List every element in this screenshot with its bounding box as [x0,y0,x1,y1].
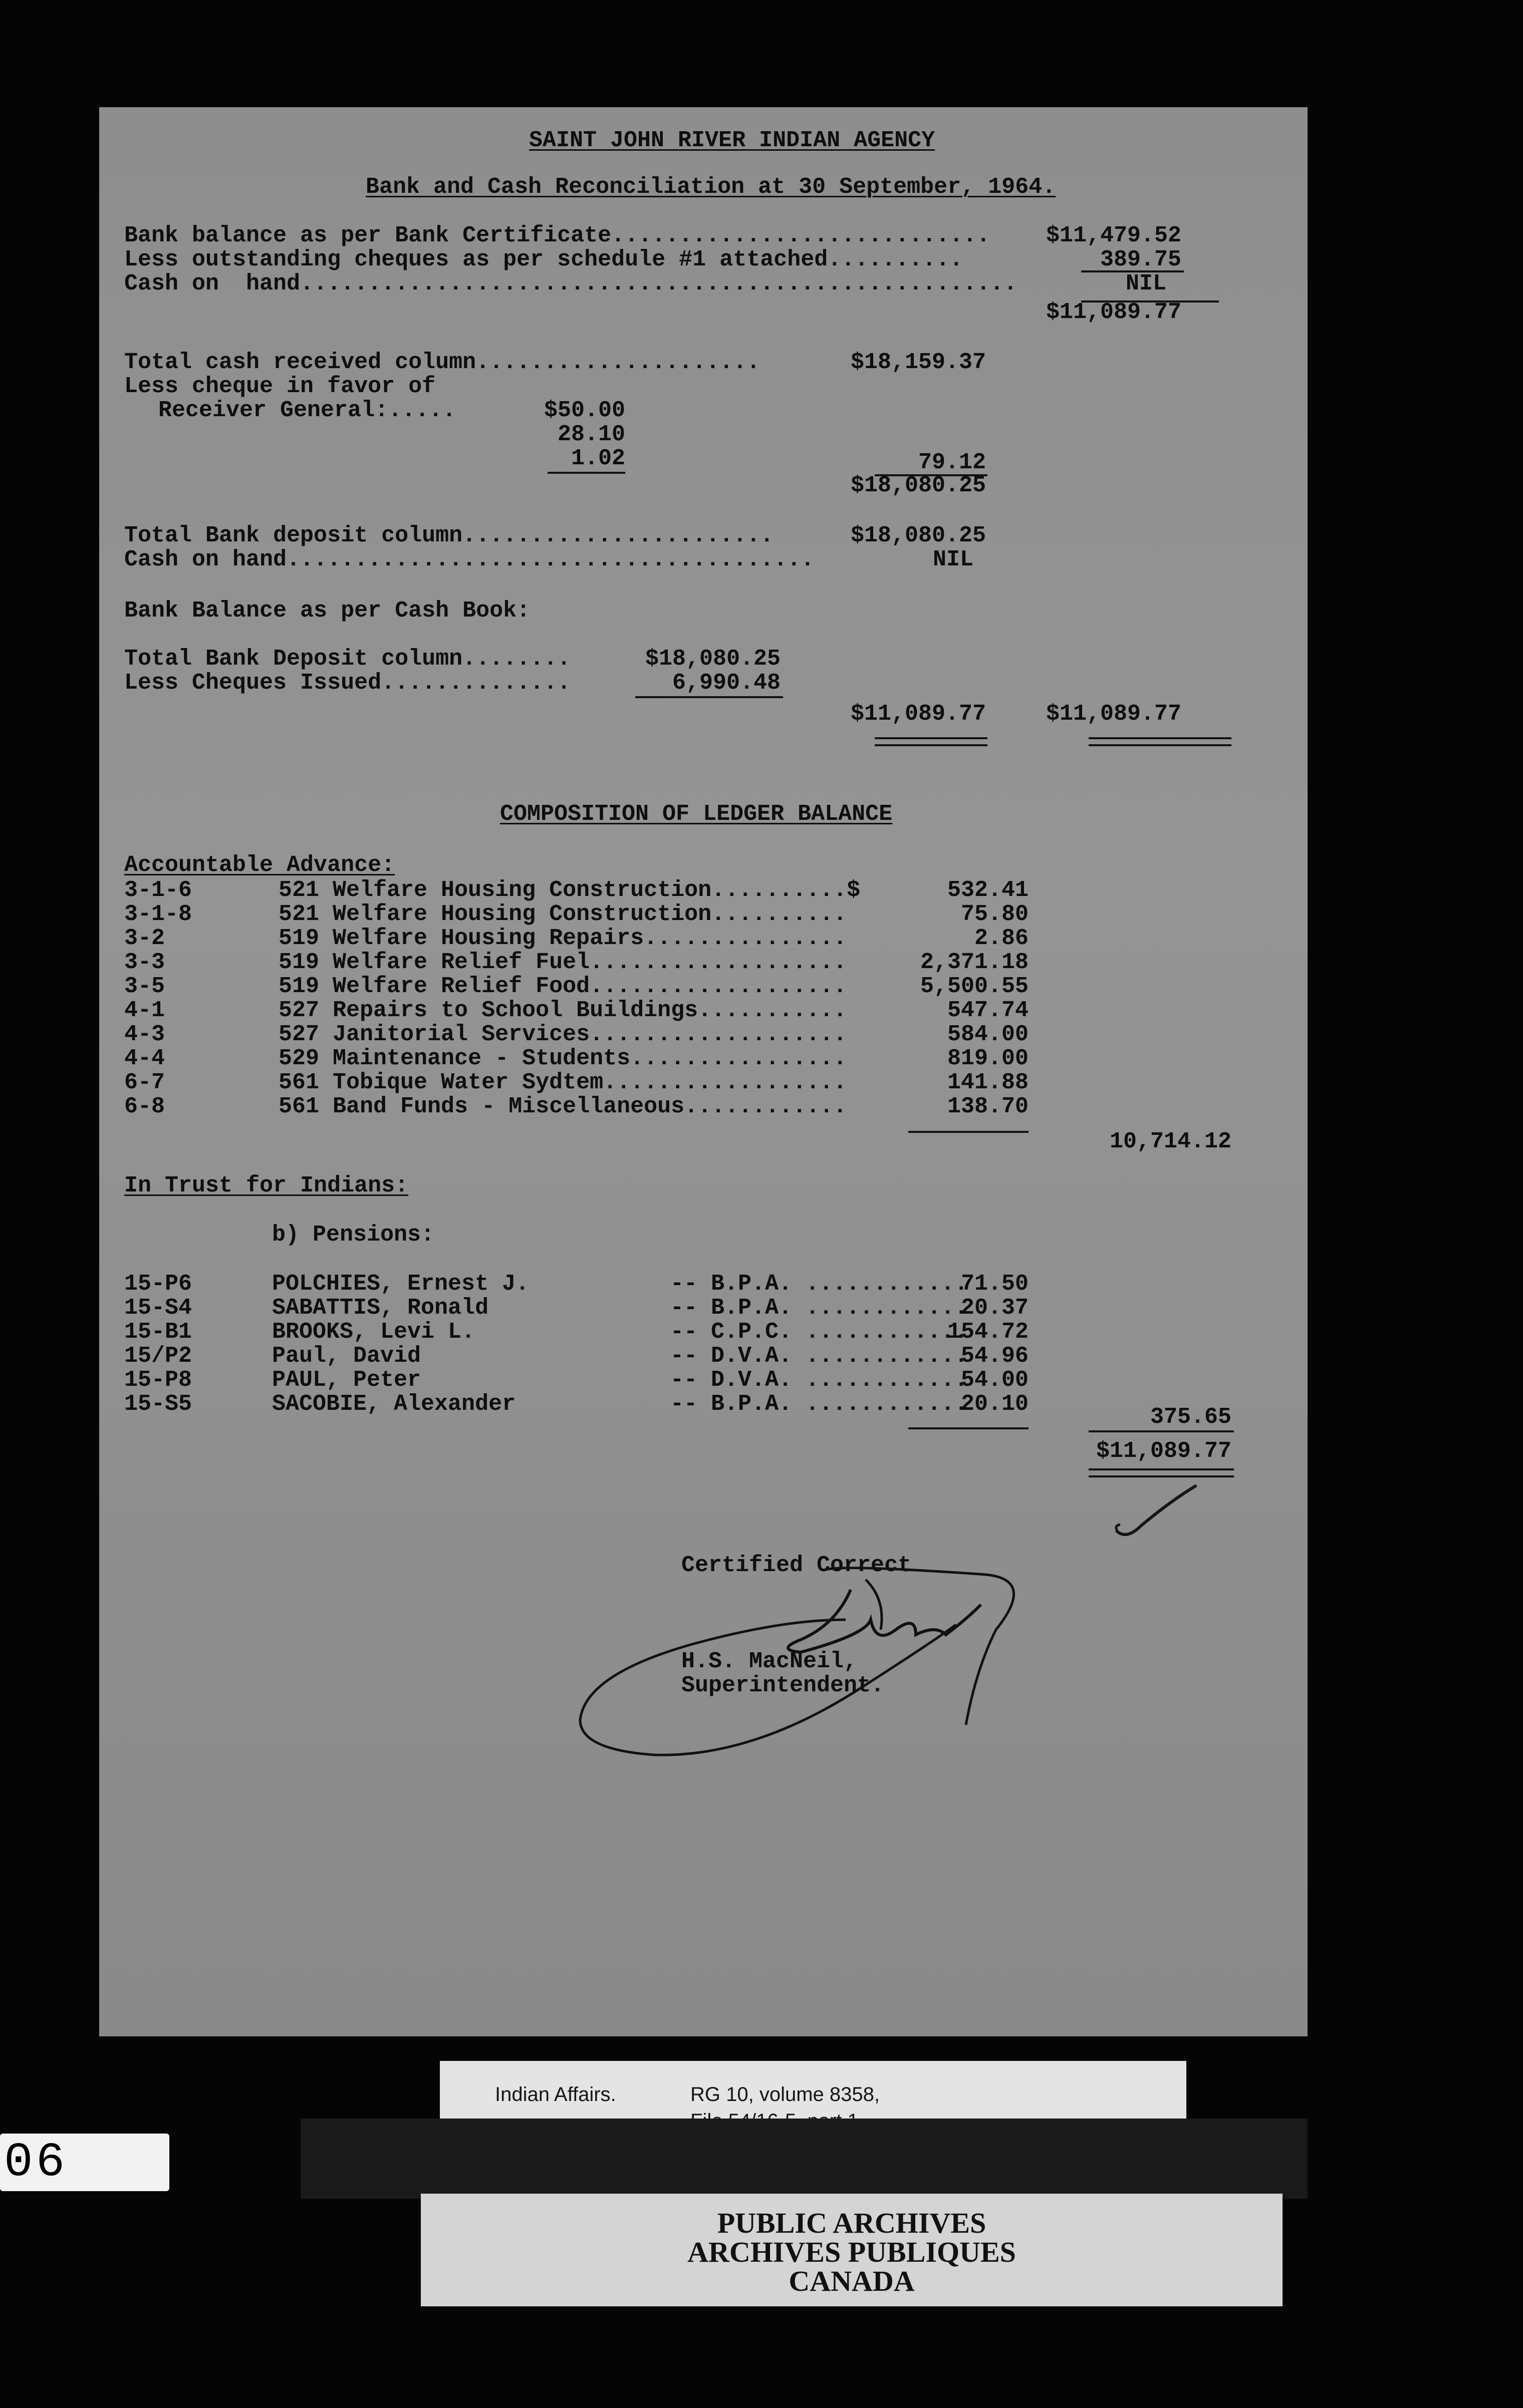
cash-book-label-2: Less Cheques Issued.............. [124,670,571,696]
accountable-amount: 138.70 [947,1094,1029,1119]
less-cheque-label: Less cheque in favor of [124,374,436,399]
reconciliation-heading: Bank and Cash Reconciliation at 30 September, 1964. [366,174,1056,200]
pensions-heading: b) Pensions: [272,1222,435,1248]
pension-code: 15-B1 [124,1319,192,1345]
pensions-total-underline [1089,1430,1234,1432]
frame-number: 06 [0,2134,169,2191]
signature [565,1560,1076,1770]
pension-amount: 20.37 [960,1295,1029,1321]
signer-title: Superintendent. [681,1673,885,1698]
recon-label-1: Bank balance as per Bank Certificate............................ [124,223,990,248]
accountable-desc: 521 Welfare Housing Construction..........$ [279,877,861,903]
recon-total: $11,089.77 [1046,299,1181,325]
certified-label: Certified Correct [681,1553,912,1578]
pension-type: -- B.P.A. ............ [670,1391,968,1417]
recon-amount-1: $11,479.52 [1046,223,1181,248]
pension-type: -- C.P.C. ............ [670,1319,968,1345]
accountable-amount: 547.74 [947,998,1029,1023]
accountable-code: 6-8 [124,1094,165,1119]
ledger-document [99,107,1308,2036]
accountable-amount: 584.00 [947,1022,1029,1047]
recon-amount-3: NIL [1125,271,1166,296]
accountable-code: 3-5 [124,974,165,999]
accountable-code: 3-1-6 [124,877,192,903]
accountable-desc: 519 Welfare Relief Food................... [279,974,847,999]
check-mark [1111,1480,1211,1551]
accountable-code: 4-4 [124,1046,165,1071]
accountable-amount: 75.80 [960,901,1029,927]
trust-heading: In Trust for Indians: [124,1173,409,1198]
accountable-desc: 527 Repairs to School Buildings........... [279,998,847,1023]
accountable-heading: Accountable Advance: [124,852,395,878]
cash-book-double-rule-right [1089,737,1231,746]
cash-on-hand-amount: NIL [932,547,973,572]
accountable-code: 6-7 [124,1070,165,1095]
pension-code: 15-S4 [124,1295,192,1321]
archive-stamp-line-3: CANADA [789,2265,915,2297]
accountable-desc: 519 Welfare Relief Fuel................... [279,950,847,975]
pension-amount: 54.00 [960,1367,1029,1393]
pension-type: -- B.P.A. ............ [670,1295,968,1321]
pension-name: POLCHIES, Ernest J. [272,1271,530,1297]
document-page [99,107,1308,2036]
recon-label-3: Cash on hand..................................................... [124,271,1018,296]
receiver-underline [548,472,625,474]
accountable-code: 3-2 [124,926,165,951]
cash-book-heading: Bank Balance as per Cash Book: [124,598,531,624]
cash-book-amount-2: 6,990.48 [672,670,781,696]
accountable-code: 3-3 [124,950,165,975]
pensions-underline [908,1427,1029,1429]
accountable-code: 3-1-8 [124,901,192,927]
pension-code: 15/P2 [124,1343,192,1369]
archive-stamp [421,2194,1283,2306]
accountable-underline [908,1131,1029,1133]
signer-name: H.S. MacNeil, [681,1649,858,1674]
accountable-total: 10,714.12 [1109,1129,1231,1154]
pension-name: SABATTIS, Ronald [272,1295,489,1321]
less-cheque-total: 79.12 [918,450,986,475]
accountable-amount: 5,500.55 [920,974,1029,999]
composition-heading: COMPOSITION OF LEDGER BALANCE [500,801,893,827]
pension-code: 15-P8 [124,1367,192,1393]
film-band [301,2119,1308,2199]
accountable-amount: 819.00 [947,1046,1029,1071]
cash-book-double-rule [875,737,987,746]
pension-name: BROOKS, Levi L. [272,1319,475,1345]
receiver-item-3: 1.02 [571,446,625,471]
archive-org: Indian Affairs. [495,2083,616,2105]
accountable-desc: 519 Welfare Housing Repairs............... [279,926,847,951]
pension-type: -- D.V.A. ............ [670,1343,968,1369]
accountable-desc: 527 Janitorial Services................... [279,1022,847,1047]
pension-amount: 154.72 [947,1319,1029,1345]
grand-total: $11,089.77 [1096,1438,1231,1464]
accountable-amount: 532.41 [947,877,1029,903]
accountable-amount: 141.88 [947,1070,1029,1095]
accountable-desc: 561 Tobique Water Sydtem.................. [279,1070,847,1095]
recon-label-2: Less outstanding cheques as per schedule #1 attached.......... [124,247,963,272]
accountable-desc: 529 Maintenance - Students................ [279,1046,847,1071]
cash-book-amount-1: $18,080.25 [645,646,781,672]
cash-on-hand-label: Cash on hand....................................... [124,547,815,572]
accountable-amount: 2,371.18 [920,950,1029,975]
pensions-total: 375.65 [1150,1404,1231,1430]
pension-code: 15-P6 [124,1271,192,1297]
accountable-code: 4-1 [124,998,165,1023]
archive-stamp-line-2: ARCHIVES PUBLIQUES [687,2236,1016,2268]
cash-received-net: $18,080.25 [850,473,986,498]
pension-type: -- B.P.A. ............ [670,1271,968,1297]
pension-type: -- D.V.A. ............ [670,1367,968,1393]
pension-amount: 71.50 [960,1271,1029,1297]
pension-amount: 20.10 [960,1391,1029,1417]
cash-book-underline [635,696,783,698]
pension-name: SACOBIE, Alexander [272,1391,516,1417]
accountable-amount: 2.86 [974,926,1029,951]
cash-book-result: $11,089.77 [850,701,986,727]
bank-deposit-label: Total Bank deposit column....................... [124,523,774,548]
accountable-code: 4-3 [124,1022,165,1047]
accountable-desc: 561 Band Funds - Miscellaneous............ [279,1094,847,1119]
agency-heading: SAINT JOHN RIVER INDIAN AGENCY [529,128,935,153]
archive-ref-1: RG 10, volume 8358, [690,2083,880,2105]
pension-code: 15-S5 [124,1391,192,1417]
cash-book-label-1: Total Bank Deposit column........ [124,646,571,672]
cash-received-label: Total cash received column..................... [124,350,760,375]
recon-amount-2: 389.75 [1100,247,1181,272]
accountable-desc: 521 Welfare Housing Construction.......... [279,901,847,927]
cash-received-amount: $18,159.37 [850,350,986,375]
pension-name: Paul, David [272,1343,421,1369]
bank-deposit-amount: $18,080.25 [850,523,986,548]
receiver-item-2: 28.10 [557,422,625,447]
pension-name: PAUL, Peter [272,1367,421,1393]
cash-book-result-right: $11,089.77 [1046,701,1181,727]
archive-stamp-line-1: PUBLIC ARCHIVES [717,2207,986,2239]
grand-total-double-rule [1089,1468,1234,1477]
receiver-item-1: $50.00 [544,398,625,423]
receiver-general-label: Receiver General:..... [158,398,456,423]
pension-amount: 54.96 [960,1343,1029,1369]
